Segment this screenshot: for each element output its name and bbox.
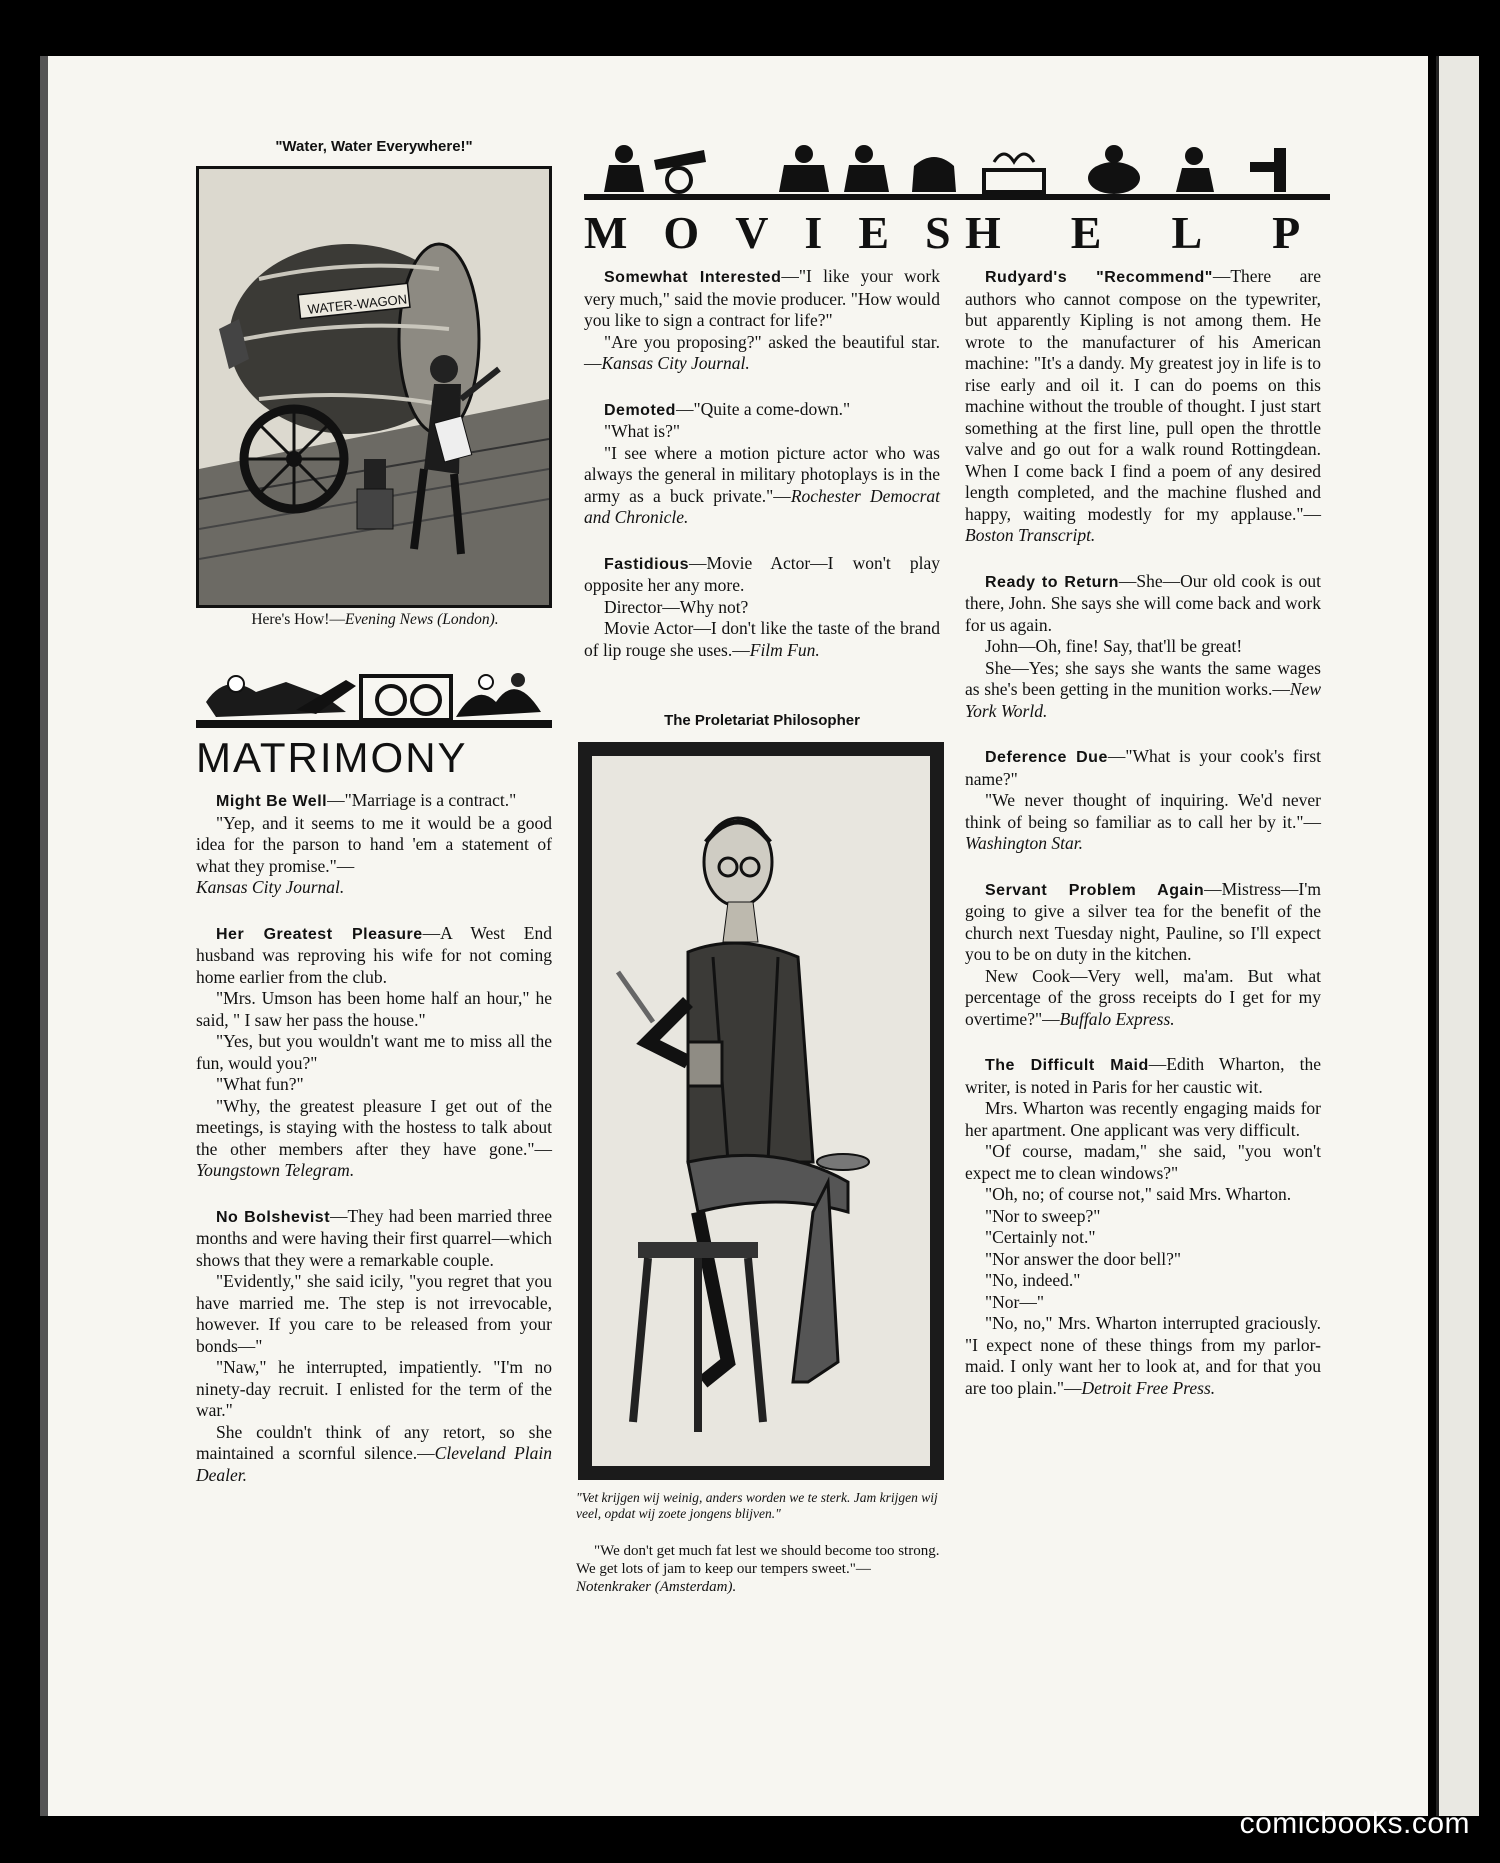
joke-text: "Naw," he interrupted, impatiently. "I'm no ninety-day recruit. I enlisted for the term of the war."	[196, 1357, 552, 1420]
joke-text: —Movie Actor—I won't play opposite her any more.	[584, 552, 940, 595]
joke-head: Fastidious	[604, 555, 690, 573]
joke-head: Rudyard's "Recommend"	[985, 269, 1213, 286]
joke-source: Film Fun.	[749, 639, 820, 660]
joke-text: "Yes, but you wouldn't want me to miss all the fun, would you?"	[196, 1031, 552, 1073]
joke-text: She couldn't think of any retort, so she maintained a scornful silence.—	[196, 1421, 552, 1463]
joke-text: "Nor to sweep?"	[985, 1205, 1101, 1226]
caption-text: "We don't get much fat lest we should become too strong. We get lots of jam to keep our tempers sweet."—	[576, 1543, 940, 1577]
joke-head: No Bolshevist	[216, 1208, 331, 1226]
joke-text: Mrs. Wharton was recently engaging maids for her apartment. One applicant was very difficult.	[965, 1098, 1321, 1140]
philosopher-cartoon	[578, 742, 944, 1480]
joke-text: "Certainly not."	[985, 1227, 1096, 1247]
joke-deference-due	[965, 746, 1321, 855]
joke-source: Washington Star.	[965, 833, 1083, 853]
joke-text: John—Oh, fine! Say, that'll be great!	[985, 636, 1243, 656]
joke-head: The Difficult Maid	[985, 1057, 1149, 1074]
joke-might-be-well	[196, 790, 552, 899]
next-page-edge	[1436, 56, 1479, 1816]
joke-the-difficult-maid	[965, 1054, 1321, 1399]
help-header: HELP	[965, 207, 1371, 258]
caption-source: Notenkraker (Amsterdam).	[576, 1579, 737, 1595]
site-watermark: comicbooks.com	[1239, 1807, 1470, 1840]
joke-text: "Of course, madam," she said, "you won't expect me to clean windows?"	[965, 1141, 1321, 1183]
joke-demoted	[584, 399, 940, 529]
joke-head: Deference Due	[985, 749, 1108, 766]
joke-head: Ready to Return	[985, 573, 1119, 591]
joke-text: —A West End husband was reproving his wife for not coming home earlier from the club.	[196, 922, 552, 987]
joke-text: "I see where a motion picture actor who was always the general in military photoplays is in the army as a buck private."—	[584, 442, 940, 506]
joke-text: Movie Actor—I don't like the taste of the brand of lip rouge she uses.—	[584, 618, 940, 660]
joke-text: —Mistress—I'm going to give a silver tea for the benefit of the church next Tuesday night, Pauline, so I'll expect you to be on duty in the kitchen.	[965, 878, 1321, 964]
joke-her-greatest-pleasure	[196, 923, 552, 1182]
joke-source: Rochester Democrat and Chronicle.	[584, 485, 940, 527]
philosopher-english-caption	[576, 1542, 942, 1596]
matrimony-header-art	[196, 662, 552, 732]
joke-text: —Edith Wharton, the writer, is noted in Paris for her caustic wit.	[965, 1054, 1321, 1097]
matrimony-header: MATRIMONY	[196, 734, 468, 781]
joke-source: Boston Transcript.	[965, 525, 1096, 545]
matrimony-column	[196, 790, 552, 1510]
joke-source: Kansas City Journal.	[601, 353, 750, 373]
movies-column	[584, 266, 940, 685]
joke-text: "Evidently," she said icily, "you regret that you have married me. The step is not irrevocable, however. If you care to be released from your bonds—"	[196, 1271, 552, 1356]
joke-fastidious	[584, 553, 940, 662]
philosopher-title: The Proletariat Philosopher	[664, 712, 860, 729]
joke-text: "Yep, and it seems to me it would be a good idea for the parson to hand 'em a statement of what they promise."—	[196, 812, 552, 876]
joke-head: Somewhat Interested	[604, 269, 782, 286]
philosopher-dutch-caption: "Vet krijgen wij weinig, anders worden we te sterk. Jam krijgen wij veel, opdat wij zoete jongens blijven."	[576, 1490, 938, 1521]
cartoon-title: "Water, Water Everywhere!"	[275, 138, 473, 155]
philosopher-illustration	[578, 742, 944, 1480]
joke-head: Demoted	[604, 401, 676, 419]
joke-text: "What is?"	[604, 421, 680, 441]
water-wagon-illustration	[199, 169, 549, 605]
joke-source: New York World.	[965, 679, 1321, 721]
joke-text: "Oh, no; of course not," said Mrs. Wharton.	[985, 1184, 1292, 1204]
joke-head: Might Be Well	[216, 793, 328, 810]
joke-text: She—Yes; she says she wants the same wages as she's been getting in the munition works.—	[965, 657, 1321, 699]
joke-source: Kansas City Journal.	[196, 877, 345, 897]
joke-somewhat-interested	[584, 266, 940, 375]
joke-source: Cleveland Plain Dealer.	[196, 1443, 552, 1485]
joke-source: Buffalo Express.	[1059, 1008, 1175, 1029]
page-gutter-left	[40, 56, 48, 1816]
svg-text:WATER-WAGON: WATER-WAGON	[306, 291, 408, 317]
joke-head: Servant Problem Again	[985, 881, 1205, 899]
joke-text: Director—Why not?	[604, 596, 749, 617]
joke-text: —"What is your cook's first name?"	[965, 746, 1321, 789]
joke-text: —"I like your work very much," said the movie producer. "How would you like to sign a contract for life?"	[584, 266, 940, 330]
joke-text: New Cook—Very well, ma'am. But what percentage of the gross receipts do I get for my overtime?"—	[965, 965, 1321, 1029]
caption-text: Here's How!—	[251, 611, 345, 628]
joke-text: "Nor—"	[985, 1291, 1045, 1312]
water-cartoon-caption	[200, 610, 550, 629]
joke-text: —"Quite a come-down."	[675, 398, 851, 419]
joke-text: —She—Our old cook is out there, John. She says she will come back and work for us again.	[965, 570, 1321, 635]
movies-header: MOVIES	[584, 207, 987, 258]
joke-text: "We never thought of inquiring. We'd never think of being so familiar as to call her by it."—	[965, 790, 1321, 832]
joke-text: —"Marriage is a contract."	[327, 790, 517, 810]
joke-text: "Why, the greatest pleasure I get out of the meetings, is staying with the hostess to talk about the other members after they have gone."—	[196, 1095, 552, 1159]
joke-text: "Are you proposing?" asked the beautiful star.—	[584, 331, 940, 373]
joke-text: "Mrs. Umson has been home half an hour," he said, " I saw her pass the house."	[196, 988, 552, 1030]
joke-source: Detroit Free Press.	[1081, 1377, 1216, 1398]
joke-text: "Nor answer the door bell?"	[985, 1248, 1182, 1269]
joke-text: "No, no," Mrs. Wharton interrupted graciously. "I expect none of these things from my parlor-maid. I only want her to look at, and for that you are too plain."—	[965, 1313, 1321, 1398]
joke-servant-problem-again	[965, 879, 1321, 1031]
joke-head: Her Greatest Pleasure	[216, 925, 423, 943]
joke-text: "No, indeed."	[985, 1270, 1081, 1290]
joke-no-bolshevist	[196, 1206, 552, 1487]
joke-rudyards-recommend	[965, 266, 1321, 547]
joke-source: Youngstown Telegram.	[196, 1160, 355, 1180]
joke-text: —They had been married three months and were having their first quarrel—which shows that they were a remarkable couple.	[196, 1205, 553, 1270]
help-column	[965, 266, 1321, 1423]
joke-ready-to-return	[965, 571, 1321, 723]
water-wagon-cartoon	[196, 166, 552, 608]
joke-text: —There are authors who cannot compose on the typewriter, but apparently Kipling is not among them. He wrote to the manufacturer of his American machine: "It's a dandy. My greatest joy in life is to rise early and oil it. I can do poems on this machine without the trouble of thought. I just start something at the first line, pull open the throttle valve and go out for a walk round Rottingdean. When I come back I find a poem of any desired length completed, and the machine flushed and happy, waiting modestly for my applause."—	[965, 266, 1321, 524]
caption-source: Evening News (London).	[344, 611, 499, 628]
movies-help-header-art	[584, 140, 1330, 200]
joke-text: "What fun?"	[216, 1074, 304, 1094]
